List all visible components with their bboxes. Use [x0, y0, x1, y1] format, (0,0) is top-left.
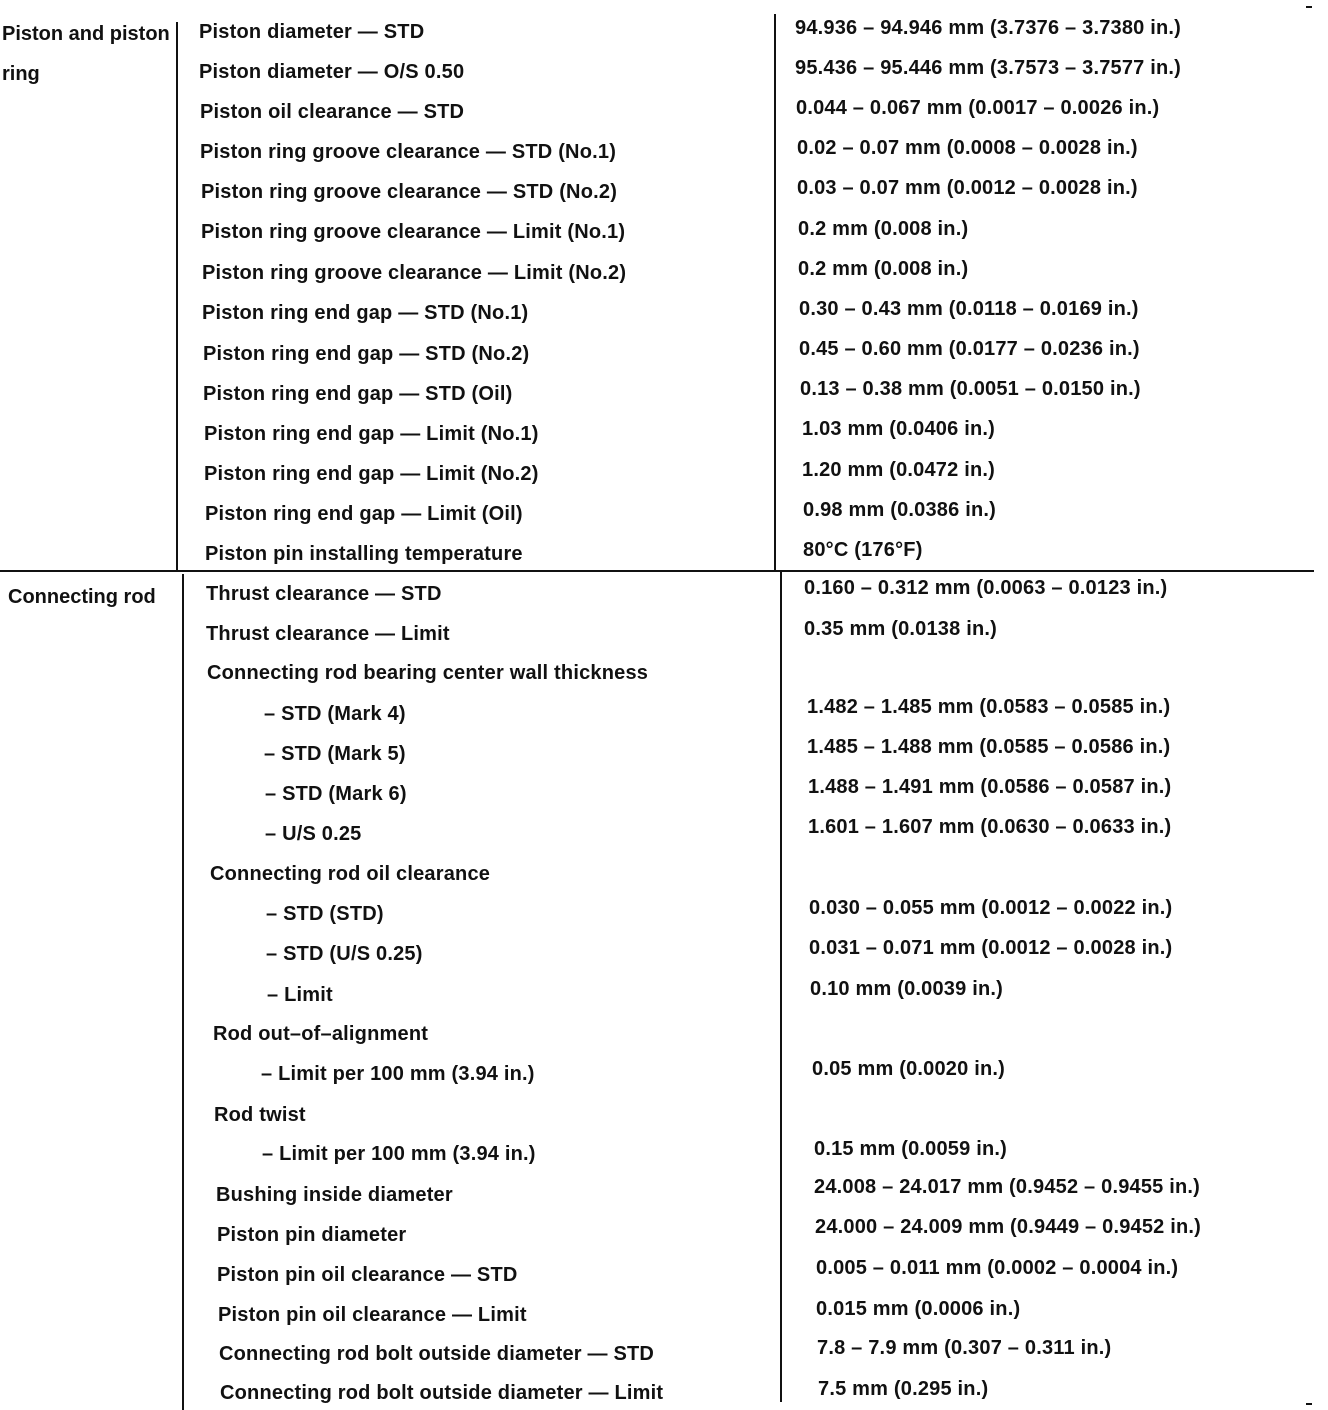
spec-value: 0.03 – 0.07 mm (0.0012 – 0.0028 in.)	[797, 177, 1138, 199]
spec-label: Thrust clearance — STD	[206, 583, 442, 605]
spec-label: Piston ring end gap — STD (Oil)	[203, 383, 513, 405]
column-divider-left-lower	[182, 574, 184, 1410]
spec-value: 0.45 – 0.60 mm (0.0177 – 0.0236 in.)	[799, 338, 1140, 360]
spec-value: 0.05 mm (0.0020 in.)	[812, 1058, 1005, 1080]
spec-value: 7.8 – 7.9 mm (0.307 – 0.311 in.)	[817, 1337, 1112, 1359]
spec-value: 0.2 mm (0.008 in.)	[798, 218, 969, 240]
spec-label: – STD (Mark 4)	[264, 703, 406, 725]
spec-value: 1.488 – 1.491 mm (0.0586 – 0.0587 in.)	[808, 776, 1172, 798]
spec-label: Piston ring end gap — Limit (Oil)	[205, 503, 523, 525]
spec-label: Connecting rod bearing center wall thickness	[207, 662, 649, 684]
spec-label: Piston ring groove clearance — Limit (No.2)	[202, 262, 627, 284]
spec-value: 0.044 – 0.067 mm (0.0017 – 0.0026 in.)	[796, 97, 1160, 119]
spec-label: Piston ring groove clearance — Limit (No.1)	[201, 221, 626, 243]
spec-label: Rod twist	[214, 1104, 306, 1126]
spec-value: 7.5 mm (0.295 in.)	[818, 1378, 989, 1400]
margin-tick-bottom	[1306, 1403, 1312, 1405]
spec-value: 0.2 mm (0.008 in.)	[798, 258, 969, 280]
section-title-piston: Piston and piston ring	[2, 23, 170, 85]
spec-label: – U/S 0.25	[265, 823, 362, 845]
spec-label: Piston diameter — O/S 0.50	[199, 61, 465, 83]
spec-label: Piston ring groove clearance — STD (No.1)	[200, 141, 617, 163]
spec-value: 0.031 – 0.071 mm (0.0012 – 0.0028 in.)	[809, 937, 1173, 959]
spec-value: 1.485 – 1.488 mm (0.0585 – 0.0586 in.)	[807, 736, 1171, 758]
spec-value: 94.936 – 94.946 mm (3.7376 – 3.7380 in.)	[795, 17, 1182, 39]
spec-label: Piston ring groove clearance — STD (No.2)	[201, 181, 618, 203]
spec-value: 1.601 – 1.607 mm (0.0630 – 0.0633 in.)	[808, 816, 1172, 838]
spec-label: Piston pin installing temperature	[205, 543, 523, 565]
section-title-connecting-rod: Connecting rod	[8, 586, 156, 608]
column-divider-left-upper	[176, 22, 178, 570]
spec-value: 0.015 mm (0.0006 in.)	[816, 1298, 1021, 1320]
spec-value: 1.03 mm (0.0406 in.)	[802, 418, 995, 440]
spec-label: – Limit per 100 mm (3.94 in.)	[261, 1063, 535, 1085]
spec-label: – STD (Mark 6)	[265, 783, 407, 805]
spec-label: Piston pin diameter	[217, 1224, 407, 1246]
spec-label: Piston ring end gap — STD (No.1)	[202, 302, 529, 324]
spec-value: 0.160 – 0.312 mm (0.0063 – 0.0123 in.)	[804, 577, 1168, 599]
margin-tick-top	[1306, 6, 1312, 8]
spec-label: Rod out–of–alignment	[213, 1023, 429, 1045]
spec-label: – STD (U/S 0.25)	[266, 943, 423, 965]
spec-label: Connecting rod bolt outside diameter — Limit	[220, 1382, 664, 1404]
column-divider-right-lower	[780, 570, 782, 1402]
spec-label: Bushing inside diameter	[216, 1184, 453, 1206]
spec-label: Piston pin oil clearance — STD	[217, 1264, 518, 1286]
spec-value: 0.98 mm (0.0386 in.)	[803, 499, 996, 521]
spec-value: 24.000 – 24.009 mm (0.9449 – 0.9452 in.)	[815, 1216, 1202, 1238]
spec-value: 0.02 – 0.07 mm (0.0008 – 0.0028 in.)	[797, 137, 1138, 159]
spec-value: 0.10 mm (0.0039 in.)	[810, 978, 1003, 1000]
spec-label: Piston ring end gap — Limit (No.1)	[204, 423, 539, 445]
column-divider-right-upper	[774, 14, 776, 570]
spec-label: Piston oil clearance — STD	[200, 101, 465, 123]
spec-value: 0.30 – 0.43 mm (0.0118 – 0.0169 in.)	[799, 298, 1139, 320]
spec-value: 0.35 mm (0.0138 in.)	[804, 618, 997, 640]
spec-value: 24.008 – 24.017 mm (0.9452 – 0.9455 in.)	[814, 1176, 1201, 1198]
spec-label: – Limit	[267, 984, 333, 1006]
spec-label: – STD (Mark 5)	[264, 743, 406, 765]
spec-label: Piston ring end gap — STD (No.2)	[203, 343, 530, 365]
spec-label: – Limit per 100 mm (3.94 in.)	[262, 1143, 536, 1165]
spec-value: 80°C (176°F)	[803, 539, 923, 561]
spec-value: 0.15 mm (0.0059 in.)	[814, 1138, 1007, 1160]
spec-label: Connecting rod oil clearance	[210, 863, 491, 885]
spec-label: Piston ring end gap — Limit (No.2)	[204, 463, 539, 485]
spec-value: 0.030 – 0.055 mm (0.0012 – 0.0022 in.)	[809, 897, 1173, 919]
spec-value: 0.005 – 0.011 mm (0.0002 – 0.0004 in.)	[816, 1257, 1179, 1279]
section-separator-line	[0, 570, 1314, 572]
spec-value: 0.13 – 0.38 mm (0.0051 – 0.0150 in.)	[800, 378, 1141, 400]
spec-value: 95.436 – 95.446 mm (3.7573 – 3.7577 in.)	[795, 57, 1182, 79]
spec-value: 1.20 mm (0.0472 in.)	[802, 459, 995, 481]
spec-label: – STD (STD)	[266, 903, 384, 925]
spec-label: Piston diameter — STD	[199, 21, 425, 43]
spec-label: Connecting rod bolt outside diameter — STD	[219, 1343, 655, 1365]
spec-label: Piston pin oil clearance — Limit	[218, 1304, 527, 1326]
spec-value: 1.482 – 1.485 mm (0.0583 – 0.0585 in.)	[807, 696, 1171, 718]
spec-label: Thrust clearance — Limit	[206, 623, 450, 645]
